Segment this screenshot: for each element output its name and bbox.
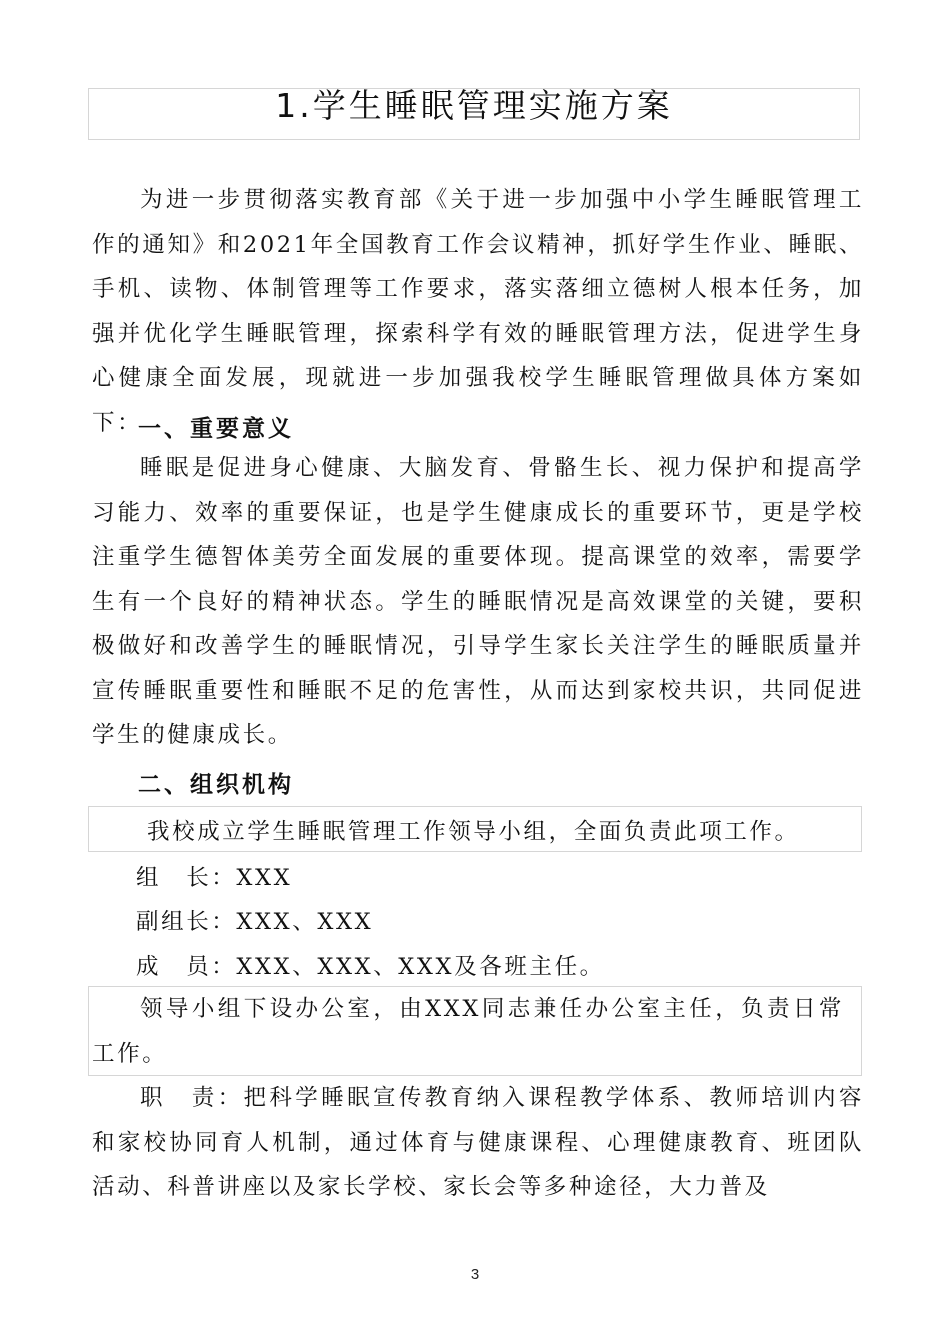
leader-line: 组 长：XXX [136,865,293,891]
significance-paragraph: 睡眠是促进身心健康、大脑发育、骨骼生长、视力保护和提高学习能力、效率的重要保证，也是学生健康成长的重要环节，更是学校注重学生德智体美劳全面发展的重要体现。提高课堂的效率，需要学生有一个良好的精神状态。学生的睡眠情况是高效课堂的关键，要积极做好和改善学生的睡眠情况，引导学生家长关注学生的睡眠质量并宣传睡眠重要性和睡眠不足的危害性，从而达到家校共识，共同促进学生的健康成长。 [92,455,864,748]
office-paragraph: 领导小组下设办公室，由XXX同志兼任办公室主任，负责日常工作。 [92,996,844,1067]
intro-paragraph: 为进一步贯彻落实教育部《关于进一步加强中小学生睡眠管理工作的通知》和2021年全国教育工作会议精神，抓好学生作业、睡眠、手机、读物、体制管理等工作要求，落实落细立德树人根本任务，加强并优化学生睡眠管理，探索科学有效的睡眠管理方法，促进学生身心健康全面发展，现就进一步加强我校学生睡眠管理做具体方案如下： [92,187,864,436]
members-line: 成 员：XXX、XXX、XXX及各班主任。 [136,954,605,980]
duties-paragraph: 职 责：把科学睡眠宣传教育纳入课程教学体系、教师培训内容和家校协同育人机制，通过体育与健康课程、心理健康教育、班团队活动、科普讲座以及家长学校、家长会等多种途径，大力普及 [92,1085,864,1200]
deputy-leader-line: 副组长：XXX、XXX [136,909,374,935]
section-heading-organization: 二、组织机构 [138,772,294,798]
office-box [88,986,862,1076]
page-title: 1.学生睡眠管理实施方案 [275,86,673,125]
section-heading-significance: 一、重要意义 [138,416,294,442]
page-number: 3 [470,1266,480,1283]
organization-intro-box [88,806,862,852]
organization-intro-text: 我校成立学生睡眠管理工作领导小组，全面负责此项工作。 [147,819,800,845]
